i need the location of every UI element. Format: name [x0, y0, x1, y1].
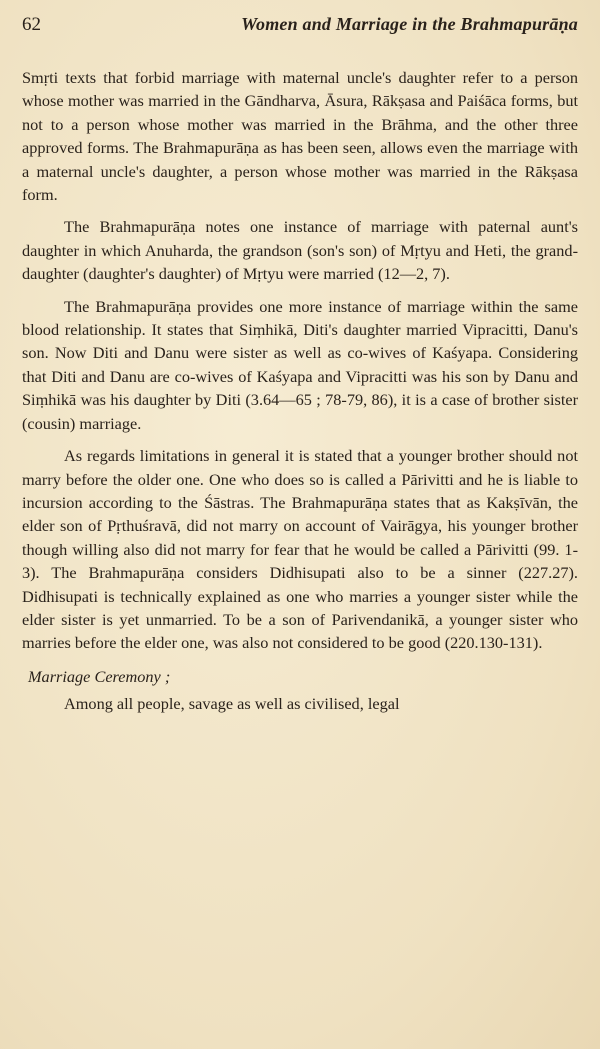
section-heading: Marriage Ceremony ;	[28, 666, 171, 686]
paragraph-5: Among all people, savage as well as civilised, legal	[64, 694, 400, 714]
running-title: Women and Marriage in the Brahmapurāṇa	[241, 14, 578, 34]
paragraph-1: Smṛti texts that forbid marriage with maternal uncle's daughter refer to a person whose mother was married in the Gāndharva, Āsura, Rākṣasa and Paiśāca forms, but not to a person whose mother was married in the Brāhma, and the other three approved forms. The Brahmapurāṇa as has been seen, allows even the marriage with a maternal uncle's daughter, a person whose mother was married in the Rākṣasa form.	[22, 68, 578, 205]
paragraph-2: The Brahmapurāṇa notes one instance of marriage with paternal aunt's daughter in which Anuharda, the grandson (son's son) of Mṛtyu and Heti, the grand-daughter (daughter's daughter) of Mṛtyu were married (12—2, 7).	[22, 217, 578, 284]
page-number: 62	[22, 14, 41, 35]
body-text	[22, 66, 578, 725]
running-header	[22, 14, 578, 42]
paragraph-4: As regards limitations in general it is stated that a younger brother should not marry before the older one. One who does so is called a Pārivitti and he is liable to incursion according to the Śāstras. The Brahmapurāṇa states that as Kakṣīvān, the elder son of Pṛthuśravā, did not marry on account of Vairāgya, his younger brother though willing also did not marry for fear that he would be called a Pārivitti (99. 1-3). The Brahmapurāṇa considers Didhisupati also to be a sinner (227.27). Didhisupati is technically explained as one who marries a younger sister while the elder sister is yet unmarried. To be a son of Parivendanikā, a younger sister who marries before the elder one, was also not considered to be good (220.130-131).	[22, 446, 578, 653]
paragraph-3: The Brahmapurāṇa provides one more instance of marriage within the same blood relationship. It states that Siṃhikā, Diti's daughter married Vipracitti, Danu's son. Now Diti and Danu were sister as well as co-wives of Kaśyapa. Considering that Diti and Danu are co-wives of Kaśyapa and Vipracitti was his son by Danu and Siṃhikā was his daughter by Diti (3.64—65 ; 78-79, 86), it is a case of brother sister (cousin) marriage.	[22, 296, 578, 433]
